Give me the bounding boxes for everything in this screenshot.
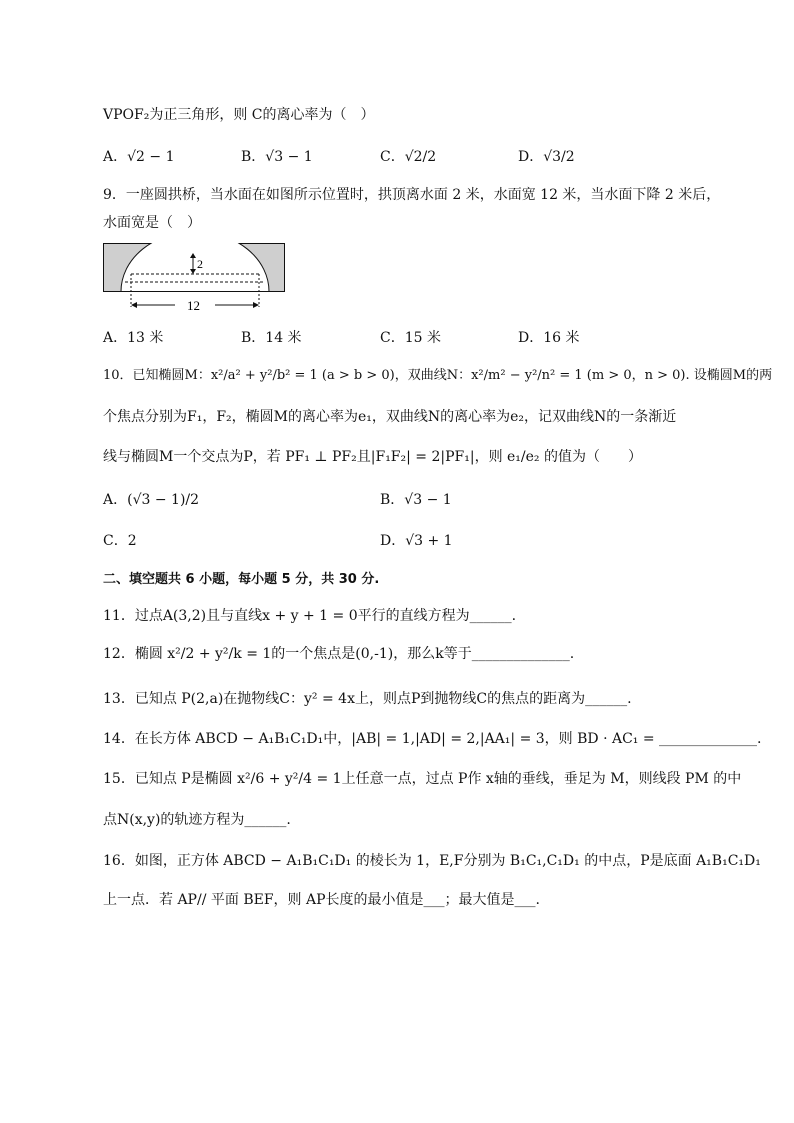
q12: 12．椭圆 x²/2 + y²/k = 1的一个焦点是(0,-1)，那么k等于______________. [103,646,575,662]
q10-option-b: B．√3 − 1 [380,492,452,508]
q9-option-c: C．15 米 [380,330,441,346]
q16-line1: 16．如图，正方体 ABCD − A₁B₁C₁D₁ 的棱长为 1，E,F分别为 B₁C₁,C₁D₁ 的中点，P是底面 A₁B₁C₁D₁ [103,853,761,869]
q9-option-b: B．14 米 [241,330,302,346]
q9-stem-line1: 9．一座圆拱桥，当水面在如图所示位置时，拱顶离水面 2 米，水面宽 12 米，当水面下降 2 米后， [103,187,721,203]
q8-stem: VPOF₂为正三角形，则 C的离心率为（ ） [103,107,375,123]
q8-option-d: D．√3/2 [518,149,575,165]
height-label: 2 [197,257,203,271]
q9-option-d: D．16 米 [518,330,580,346]
q10-stem-line2: 个焦点分别为F₁，F₂，椭圆M的离心率为e₁，双曲线N的离心率为e₂，记双曲线N的一条渐近 [103,409,677,425]
q9-stem-line2: 水面宽是（ ） [103,215,201,231]
q11: 11．过点A(3,2)且与直线x + y + 1 = 0平行的直线方程为______. [103,608,517,624]
q16-line2: 上一点．若 AP// 平面 BEF，则 AP长度的最小值是___；最大值是___. [103,892,540,908]
q8-option-a: A．√2 − 1 [103,149,175,165]
q15-line2: 点N(x,y)的轨迹方程为______. [103,812,291,828]
q15-line1: 15．已知点 P是椭圆 x²/6 + y²/4 = 1上任意一点，过点 P作 x轴的垂线，垂足为 M，则线段 PM 的中 [103,771,742,787]
q10-stem-line3: 线与椭圆M一个交点为P，若 PF₁ ⊥ PF₂且|F₁F₂| = 2|PF₁|，则 e₁/e₂ 的值为（ ） [103,449,642,465]
arch-opening [121,243,269,292]
q10-option-a: A．(√3 − 1)/2 [103,492,200,508]
section-heading: 二、填空题共 6 小题，每小题 5 分，共 30 分. [103,572,380,587]
q10-option-c: C．2 [103,533,137,549]
q14: 14．在长方体 ABCD − A₁B₁C₁D₁中，|AB| = 1,|AD| = 2,|AA₁| = 3，则 BD · AC₁ = ______________. [103,731,762,747]
q13: 13．已知点 P(2,a)在抛物线C：y² = 4x上，则点P到抛物线C的焦点的距离为______. [103,691,632,707]
q9-option-a: A．13 米 [103,330,164,346]
bridge-figure [103,243,285,316]
width-label: 12 [187,298,200,313]
q10-stem-line1: 10．已知椭圆M：x²/a² + y²/b² = 1 (a > b > 0)，双曲线N：x²/m² − y²/n² = 1 (m > 0，n > 0). 设椭圆M的两 [103,368,773,383]
q8-option-c: C．√2/2 [380,149,437,165]
q10-option-d: D．√3 + 1 [380,533,453,549]
q8-option-b: B．√3 − 1 [241,149,313,165]
